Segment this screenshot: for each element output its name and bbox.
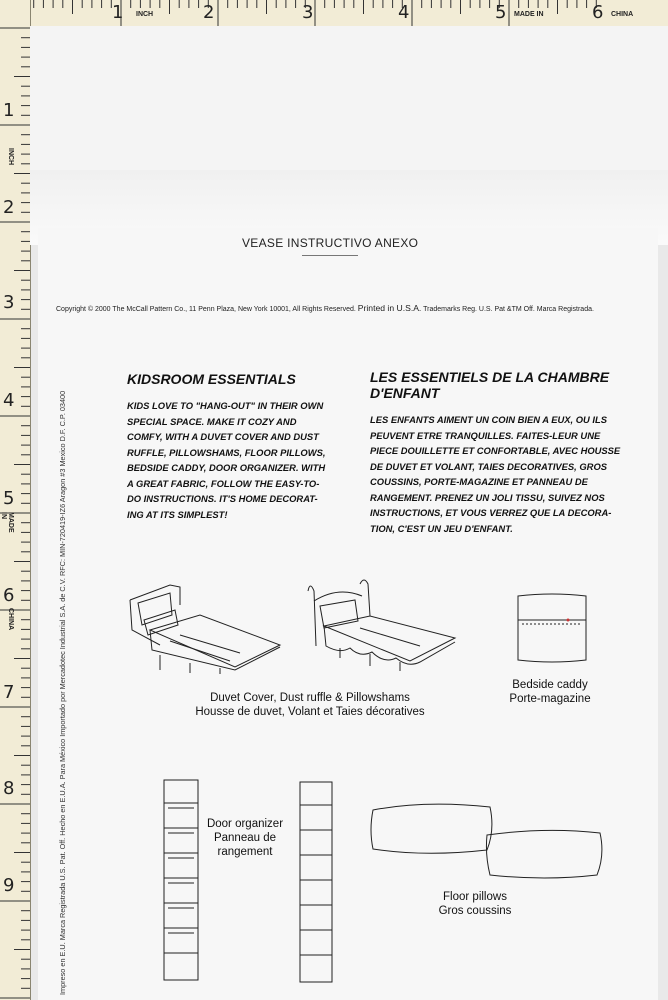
caption-pillows-fr: Gros coussins <box>438 905 512 917</box>
ruler-left-number: 7 <box>3 682 15 703</box>
english-line: ING AT ITS SIMPLEST! <box>127 508 228 520</box>
caption-duvet-fr: Housse de duvet, Volant et Taies décoratives <box>195 706 425 718</box>
french-line: COUSSINS, PORTE-MAGAZINE ET PANNEAU DE <box>370 476 588 487</box>
french-line: PIECE DOUILLETTE ET CONFORTABLE, AVEC HOUSSE <box>370 445 621 456</box>
ruler-left-number: 8 <box>3 778 15 799</box>
french-line: PEUVENT ETRE TRANQUILLES. FAITES-LEUR UNE <box>370 429 601 441</box>
french-line: DE DUVET ET VOLANT, TAIES DECORATIVES, GROS <box>370 460 607 472</box>
english-line: BEDSIDE CADDY, DOOR ORGANIZER. WITH <box>127 462 326 473</box>
ruler-left-number: 9 <box>3 875 15 896</box>
caption-caddy-fr: Porte-magazine <box>509 693 591 705</box>
french-line: INSTRUCTIONS, ET VOUS VERREZ QUE LA DECORA- <box>370 507 612 518</box>
caption-pillows <box>400 890 550 918</box>
ruler-left-number: 6 <box>3 585 15 606</box>
french-title-line: D'ENFANT <box>370 385 440 401</box>
english-line: A GREAT FABRIC, FOLLOW THE EASY-TO- <box>127 477 320 489</box>
caption-door-2: Panneau de <box>213 832 277 844</box>
english-description <box>127 398 349 522</box>
ruler-left <box>0 0 31 1000</box>
ruler-made-in-label: MADE IN <box>0 512 14 533</box>
ruler-left-number: 2 <box>3 197 15 218</box>
header-underline <box>302 255 358 256</box>
english-line: COMFY, WITH A DUVET COVER AND DUST <box>127 431 319 442</box>
copyright-text: Copyright © 2000 The McCall Pattern Co., 11 Penn Plaza, New York 10001, All Rights Reserved. <box>56 306 356 313</box>
ruler-left-number: 1 <box>3 100 15 121</box>
caption-caddy <box>490 678 610 706</box>
caption-door <box>200 817 290 859</box>
caption-caddy-en: Bedside caddy <box>512 679 588 691</box>
ruler-inch-label: INCH <box>7 148 14 166</box>
side-legal-text: Impreso en E.U. Marca Registrada U.S. Pat. Off. Hecho en E.U.A. Para México Importado por Mercadotec Industrial S.A. de C.V. RFC: MIN-720419-IZ6 Aragon #3 Mexico D.F. C.P. 03400 <box>58 390 67 995</box>
printed-in: Printed in U.S.A. <box>357 303 422 313</box>
french-line: RANGEMENT. PRENEZ UN JOLI TISSU, SUIVEZ NOS <box>370 491 605 503</box>
bedside-caddy-illustration <box>512 590 592 665</box>
ruler-top <box>0 0 668 27</box>
ruler-top-number: 5 <box>495 2 507 23</box>
bed-illustration-2 <box>300 576 465 676</box>
french-title <box>370 369 640 401</box>
ruler-top-number: 4 <box>398 2 410 23</box>
trademark-text: Trademarks Reg. U.S. Pat &TM Off. Marca Registrada. <box>423 306 594 313</box>
caption-door-3: rangement <box>217 846 273 858</box>
french-line: TION, C'EST UN JEU D'ENFANT. <box>370 522 513 534</box>
ruler-top-ticks <box>0 0 668 26</box>
ruler-china-label: CHINA <box>611 11 634 18</box>
english-line: SPECIAL SPACE. MAKE IT COZY AND <box>127 415 297 427</box>
ruler-top-number: 1 <box>112 2 124 23</box>
door-organizer-illustration-1 <box>160 778 202 983</box>
english-line: KIDS LOVE TO "HANG-OUT" IN THEIR OWN <box>127 400 324 411</box>
english-line: RUFFLE, PILLOWSHAMS, FLOOR PILLOWS, <box>127 446 326 458</box>
caption-duvet <box>180 691 440 719</box>
ruler-left-number: 4 <box>3 390 15 411</box>
caption-door-1: Door organizer <box>206 818 284 830</box>
door-organizer-illustration-2 <box>296 780 336 985</box>
english-line: DO INSTRUCTIONS. IT'S HOME DECORAT- <box>127 493 318 504</box>
ruler-top-number: 3 <box>302 2 314 23</box>
caption-pillows-en: Floor pillows <box>443 891 507 903</box>
ruler-inch-label: INCH <box>136 11 154 18</box>
ruler-left-number: 3 <box>3 292 15 313</box>
caption-duvet-en: Duvet Cover, Dust ruffle & Pillowshams <box>210 692 410 704</box>
floor-pillows-illustration <box>365 795 615 885</box>
ruler-left-number: 5 <box>3 488 15 509</box>
french-line: LES ENFANTS AIMENT UN COIN BIEN A EUX, OU ILS <box>370 414 607 425</box>
copyright-line <box>56 303 594 313</box>
ruler-top-number: 2 <box>203 2 215 23</box>
english-title: KIDSROOM ESSENTIALS <box>127 371 296 387</box>
header-vease-instructivo: VEASE INSTRUCTIVO ANEXO <box>242 236 419 250</box>
ruler-top-number: 6 <box>592 2 604 23</box>
ruler-made-in-label: MADE IN <box>514 11 544 18</box>
french-description <box>370 412 635 536</box>
french-title-line: LES ESSENTIELS DE LA CHAMBRE <box>370 369 610 385</box>
ruler-china-label: CHINA <box>7 608 14 631</box>
bed-illustration-1 <box>120 575 290 675</box>
